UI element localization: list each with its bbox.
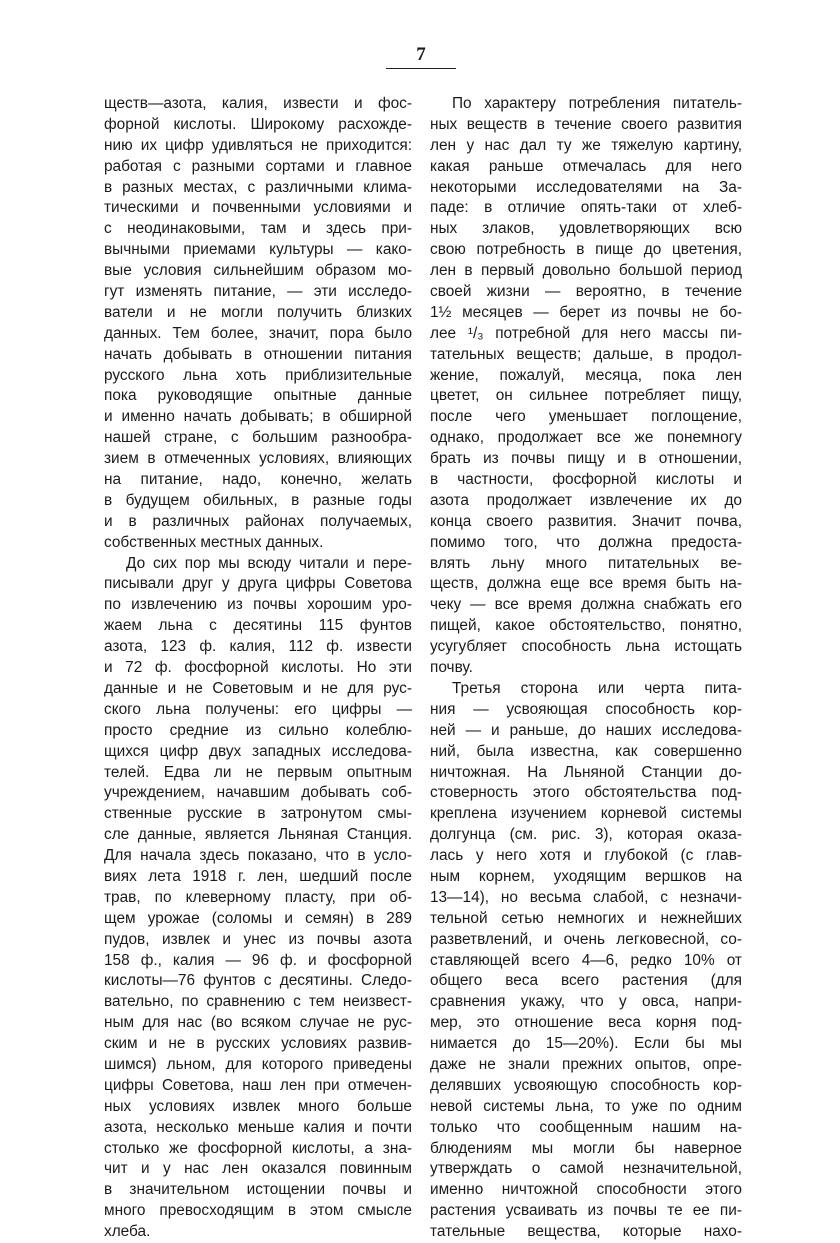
right-column-text-line: сравнения укажу, что у овса, напри- <box>430 993 742 1011</box>
page-number: 7 <box>416 44 426 65</box>
left-column-text-line: просто средние из сильно колеблю- <box>104 721 412 739</box>
left-column-text-line: ским и не в русских условиях развив- <box>104 1035 412 1053</box>
right-column-text-line: лась у него хотя и глубокой (с глав- <box>430 847 742 865</box>
right-column-text-line: стоверность этого обстоятельства под- <box>430 784 742 802</box>
left-column-text-line: 158 ф., калия — 96 ф. и фосфорной <box>104 951 412 969</box>
left-column-text-line: русского льна хоть приблизительные <box>104 366 412 384</box>
left-column-text-line: форной кислоты. Широкому расхожде- <box>104 115 412 133</box>
right-column-text-line: ний, была известна, как совершенно <box>430 742 742 760</box>
right-column-text-line: почву. <box>430 659 473 677</box>
left-column-text-line: данные и не Советовым и не для рус- <box>104 679 412 697</box>
left-column-text-line: и именно начать добывать; в обширной <box>104 408 412 426</box>
left-column-text-line: Для начала здесь показано, что в усло- <box>104 847 412 865</box>
right-column-text-line: ставляющей всего 4—6, редко 10% от <box>430 951 742 969</box>
left-column-text-line: ственные русские в затронутом смы- <box>104 805 412 823</box>
right-column-text-line: тательные вещества, которые нахо- <box>430 1223 742 1241</box>
left-column-text-line: вые условия сильнейшим образом мо- <box>104 262 412 280</box>
left-column-text-line: виях лета 1918 г. лен, шедший после <box>104 867 412 885</box>
left-column-text-line: пока руководящие опытные данные <box>104 387 412 405</box>
right-column-text-line: ществ, должна еще все время быть на- <box>430 575 742 593</box>
right-column-text-line: усугубляет способность льна истощать <box>430 638 742 656</box>
right-column-text-line: 13—14), но весьма слабой, с незначи- <box>430 888 742 906</box>
right-column-text-line: креплена изучением корневой системы <box>430 805 742 823</box>
left-column-text-line: много превосходящим в этом смысле <box>104 1202 412 1220</box>
header-rule <box>386 68 456 69</box>
right-column-text-line: конца своего развития. Значит почва, <box>430 512 742 530</box>
left-column-text-line: ского льна получены: его цифры — <box>104 700 412 718</box>
left-column-text-line: нию их цифр удивляться не приходится: <box>104 136 412 154</box>
right-column-text-line: паде: в отличие опять-таки от хлеб- <box>430 199 742 217</box>
right-column-text-line: мер, это отношение веса корня под- <box>430 1014 742 1032</box>
left-column-text-line: писывали друг у друга цифры Советова <box>104 575 412 593</box>
left-column-text-line: цифры Советова, наш лен при отмечен- <box>104 1076 412 1094</box>
right-column-text-line: лее ¹/₃ потребной для него массы пи- <box>430 324 742 342</box>
left-column-text-line: и 72 ф. фосфорной кислоты. Но эти <box>104 659 412 677</box>
right-column-text-line: долгунца (см. рис. 3), которая оказа- <box>430 826 742 844</box>
right-column-text-line: По характеру потребления питатель- <box>452 95 742 112</box>
right-column-text-line: в частности, фосфорной кислоты и <box>430 471 742 489</box>
left-column-text-line: с неодинаковыми, там и здесь при- <box>104 220 412 238</box>
left-column-text-line: щихся цифр двух западных исследова- <box>104 742 412 760</box>
right-column-text-line: тательных веществ; дальше, в продол- <box>430 345 742 363</box>
left-column-text-line: вательно, по сравнению с тем неизвест- <box>104 993 412 1011</box>
left-column-text-line: сле данные, является Льняная Станция. <box>104 826 412 844</box>
left-column-text-line: трав, по клеверному пласту, при об- <box>104 888 412 906</box>
left-column-text-line: в разных местах, с различными клима- <box>104 178 412 196</box>
right-column-text-line: свою потребность в пище до цветения, <box>430 241 742 259</box>
right-column-text-line: ных злаков, удовлетворяющих всю <box>430 220 742 238</box>
right-column-text-line: какая раньше отмечалась для него <box>430 157 742 175</box>
left-column-text-line: вычными приемами культуры — како- <box>104 241 412 259</box>
right-column-text-line: азота продолжает извлечение их до <box>430 491 742 509</box>
left-column-text-line: азота, 123 ф. калия, 112 ф. извести <box>104 638 412 656</box>
right-column-text-line: ничтожная. На Льняной Станции до- <box>430 763 742 781</box>
left-column-text-line: ных условиях извлек много больше <box>104 1097 412 1115</box>
right-column-text-line: невой системы льна, то уже по одним <box>430 1097 742 1115</box>
right-column-text-line: лен в первый довольно большой период <box>430 262 742 280</box>
right-column-text-line: своей жизни — вероятно, в течение <box>430 283 742 301</box>
left-column-text-line: ным для нас (во всяком случае не рус- <box>104 1014 412 1032</box>
left-column-text-line: пудов, извлек и унес из почвы азота <box>104 930 412 948</box>
left-column-text-line: нашей стране, с большим разнообра- <box>104 429 412 447</box>
right-column-text-line: после чего уменьшает поглощение, <box>430 408 742 426</box>
left-column-text-line: гут изменять питание, — эти исследо- <box>104 283 412 301</box>
right-column-text-line: нимается до 15—20%). Если бы мы <box>430 1035 742 1053</box>
right-column-text-line: ней — и раньше, до наших исследова- <box>430 721 742 739</box>
right-column-text-line: тельной сетью немногих и нежнейших <box>430 909 742 927</box>
left-column-text-line: чит и у нас лен оказался повинным <box>104 1160 412 1178</box>
right-column-text-line: ния — усвояющая способность кор- <box>430 700 742 718</box>
left-column-text-line: зием в отмеченных условиях, влияющих <box>104 450 412 468</box>
left-column-text-line: хлеба. <box>104 1223 151 1241</box>
left-column-text-line: ватели и не могли получить близких <box>104 303 412 321</box>
left-column-text-line: тическими и почвенными условиями и <box>104 199 412 217</box>
right-column-text-line: только что сообщенным нашим на- <box>430 1118 742 1136</box>
right-column-text-line: влять льну много питательных ве- <box>430 554 742 572</box>
left-column-text-line: работая с разными сортами и главное <box>104 157 412 175</box>
left-column-text-line: азота, несколько меньше калия и почти <box>104 1118 412 1136</box>
right-column-text-line: некоторыми исследователями на За- <box>430 178 742 196</box>
left-column-text-line: и в различных районах получаемых, <box>104 512 412 530</box>
left-column-text-line: До сих пор мы всюду читали и пере- <box>126 554 412 572</box>
right-column-text-line: жение, пожалуй, месяца, пока лен <box>430 366 742 384</box>
right-column-text-line: растения усваивать из почвы те ее пи- <box>430 1202 742 1220</box>
left-column-text-line: собственных местных данных. <box>104 533 324 551</box>
left-column-text-line: ществ—азота, калия, извести и фос- <box>104 95 412 112</box>
right-column <box>430 94 742 1243</box>
left-column-text-line: телей. Едва ли не первым опытным <box>104 763 412 781</box>
left-column-text-line: данных. Тем более, значит, пора было <box>104 324 412 342</box>
left-column-text-line: столько же фосфорной кислоты, а зна- <box>104 1139 412 1157</box>
left-column-text-line: учреждением, начавшим добывать соб- <box>104 784 412 802</box>
right-column-text-line: пищей, какое обстоятельство, понятно, <box>430 617 742 635</box>
right-column-text-line: общего веса всего растения (для <box>430 972 742 990</box>
right-column-text-line: брать из почвы пищу и в отношении, <box>430 450 742 468</box>
left-column-text-line: в будущем обильных, в разные годы <box>104 491 412 509</box>
left-column-text-line: кислоты—76 фунтов с десятины. Следо- <box>104 972 412 990</box>
left-column-text-line: жаем льна с десятины 115 фунтов <box>104 617 412 635</box>
right-column-text-line: даже не знали прежних опытов, опре- <box>430 1055 742 1073</box>
right-column-text-line: делявших усвояющую способность кор- <box>430 1076 742 1094</box>
right-column-text-line: разветвлений, и очень легковесной, со- <box>430 930 742 948</box>
right-column-text-line: ных веществ в течение своего развития <box>430 115 742 133</box>
right-column-text-line: однако, продолжает все же понемногу <box>430 429 742 447</box>
right-column-text-line: чеку — все время должна снабжать его <box>430 596 742 614</box>
right-column-text-line: утверждать о самой незначительной, <box>430 1160 742 1178</box>
right-column-text-line: ным корнем, уходящим вершков на <box>430 867 742 885</box>
right-column-text-line: Третья сторона или черта пита- <box>452 679 742 697</box>
right-column-text-line: блюдениям мы могли бы наверное <box>430 1139 742 1157</box>
left-column-text-line: начать добывать в отношении питания <box>104 345 412 363</box>
left-column-text-line: по извлечению из почвы хорошим уро- <box>104 596 412 614</box>
right-column-text-line: 1½ месяцев — берет из почвы не бо- <box>430 303 742 321</box>
left-column-text-line: на питание, надо, конечно, желать <box>104 471 412 489</box>
right-column-text-line: цветет, он сильнее потребляет пищу, <box>430 387 742 405</box>
right-column-text-line: лен у нас дал ту же тяжелую картину, <box>430 136 742 154</box>
right-column-text-line: именно ничтожной способности этого <box>430 1181 742 1199</box>
left-column-text-line: щем урожае (соломы и семян) в 289 <box>104 909 412 927</box>
left-column <box>104 94 412 1243</box>
right-column-text-line: помимо того, что должна предоста- <box>430 533 742 551</box>
left-column-text-line: шимся) льном, для которого приведены <box>104 1055 412 1073</box>
left-column-text-line: в значительном истощении почвы и <box>104 1181 412 1199</box>
